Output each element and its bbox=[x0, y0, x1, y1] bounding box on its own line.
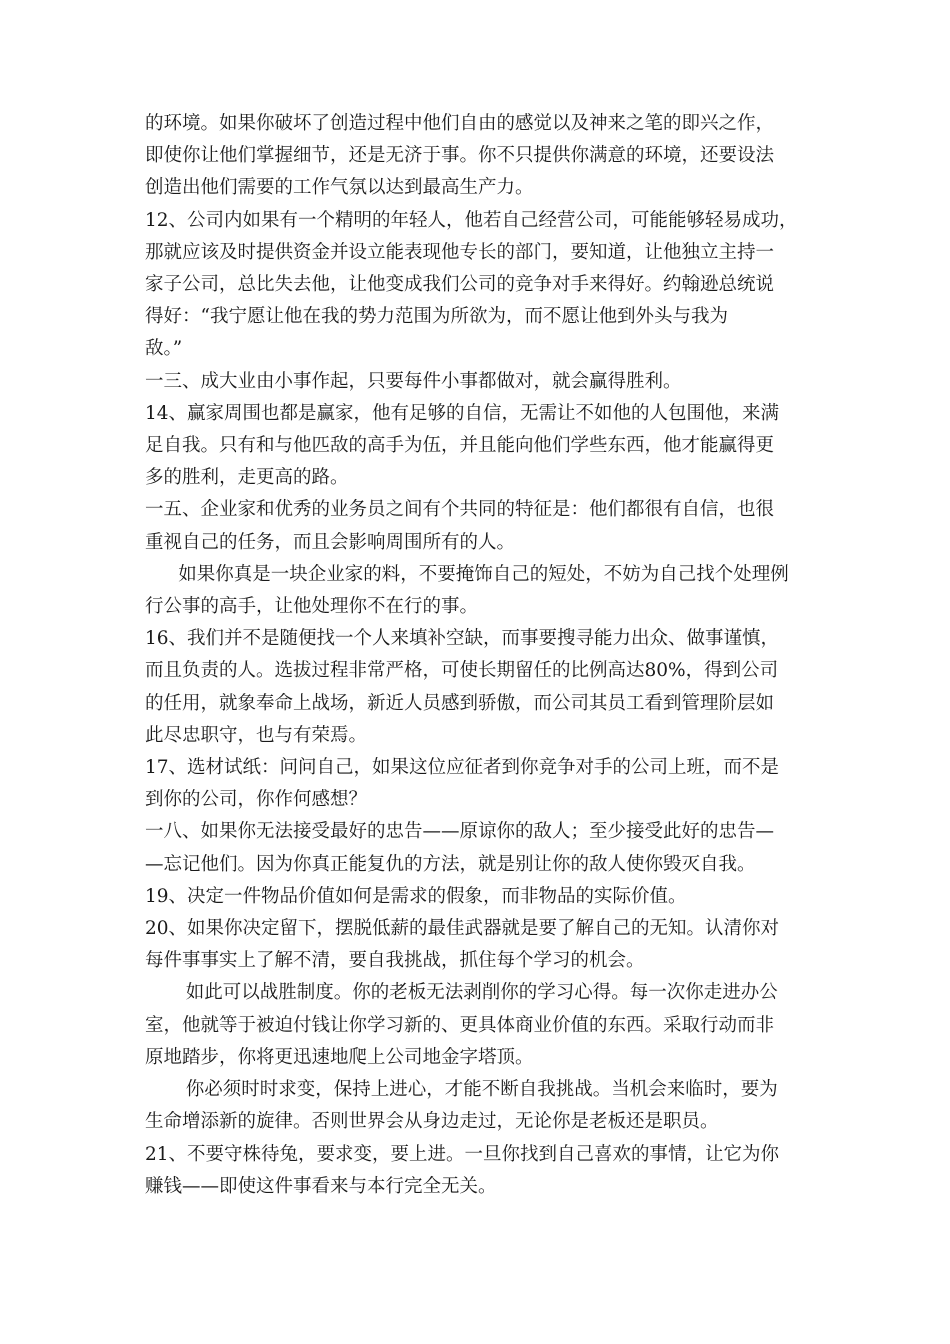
document-page bbox=[145, 108, 813, 1203]
paragraph-12: 12、公司内如果有一个精明的年轻人，他若自己经营公司，可能能够轻易成功， 那就应该及时提供资金并设立能表现他专长的部门，要知道，让他独立主持一 家子公司，总比失去他，让他变成我们公司的竞争对手来得好。约翰逊总统说 得好：“我宁愿让他在我的势力范围为所欲为，而不愿让他到外头与我为 敌。” bbox=[145, 209, 798, 360]
paragraph-18: 一八、如果你无法接受最好的忠告——原谅你的敌人；至少接受此好的忠告— —忘记他们。因为你真正能复仇的方法，就是别让你的敌人使你毁灭自我。 bbox=[145, 821, 775, 875]
paragraph-15: 一五、企业家和优秀的业务员之间有个共同的特征是：他们都很有自信，也很 重视自己的任务，而且会影响周围所有的人。 bbox=[145, 499, 775, 553]
paragraph-21: 21、不要守株待兔，要求变，要上进。一旦你找到自己喜欢的事情，让它为你 赚钱——即使这件事看来与本行完全无关。 bbox=[145, 1143, 780, 1197]
paragraph-16: 16、我们并不是随便找一个人来填补空缺，而事要搜寻能力出众、做事谨慎， 而且负责的人。选拔过程非常严格，可使长期留任的比例高达80%，得到公司 的任用，就象奉命上战场，新近人员感到骄傲，而公司其员工看到管理阶层如 此尽忠职守，也与有荣焉。 bbox=[145, 628, 780, 746]
paragraph-20-continued-a: 如此可以战胜制度。你的老板无法剥削你的学习心得。每一次你走进办公 室，他就等于被迫付钱让你学习新的、更具体商业价值的东西。采取行动而非 原地踏步，你将更迅速地爬上公司地金字塔顶。 bbox=[145, 982, 778, 1068]
paragraph-20: 20、如果你决定留下，摆脱低薪的最佳武器就是要了解自己的无知。认清你对 每件事事实上了解不清，要自我挑战，抓住每个学习的机会。 bbox=[145, 918, 780, 972]
paragraph-17: 17、选材试纸：问问自己，如果这位应征者到你竞争对手的公司上班，而不是 到你的公司，你作何感想？ bbox=[145, 757, 780, 811]
paragraph-20-continued-b: 你必须时时求变，保持上进心，才能不断自我挑战。当机会来临时，要为 生命增添新的旋律。否则世界会从身边走过，无论你是老板还是职员。 bbox=[145, 1079, 778, 1133]
paragraph-1: 的环境。如果你破坏了创造过程中他们自由的感觉以及神来之笔的即兴之作， 即使你让他们掌握细节，还是无济于事。你不只提供你满意的环境，还要设法 创造出他们需要的工作气氛以达到最高生产力。 bbox=[145, 113, 775, 199]
paragraph-14: 14、赢家周围也都是赢家，他有足够的自信，无需让不如他的人包围他，来满 足自我。只有和与他匹敌的高手为伍，并且能向他们学些东西，他才能赢得更 多的胜利，走更高的路。 bbox=[145, 402, 780, 489]
paragraph-19: 19、决定一件物品价值如何是需求的假象，而非物品的实际价值。 bbox=[145, 885, 687, 907]
paragraph-15-continued: 如果你真是一块企业家的料，不要掩饰自己的短处，不妨为自己找个处理例 行公事的高手，让他处理你不在行的事。 bbox=[145, 563, 789, 618]
paragraph-13: 一三、成大业由小事作起，只要每件小事都做对，就会赢得胜利。 bbox=[145, 370, 682, 392]
